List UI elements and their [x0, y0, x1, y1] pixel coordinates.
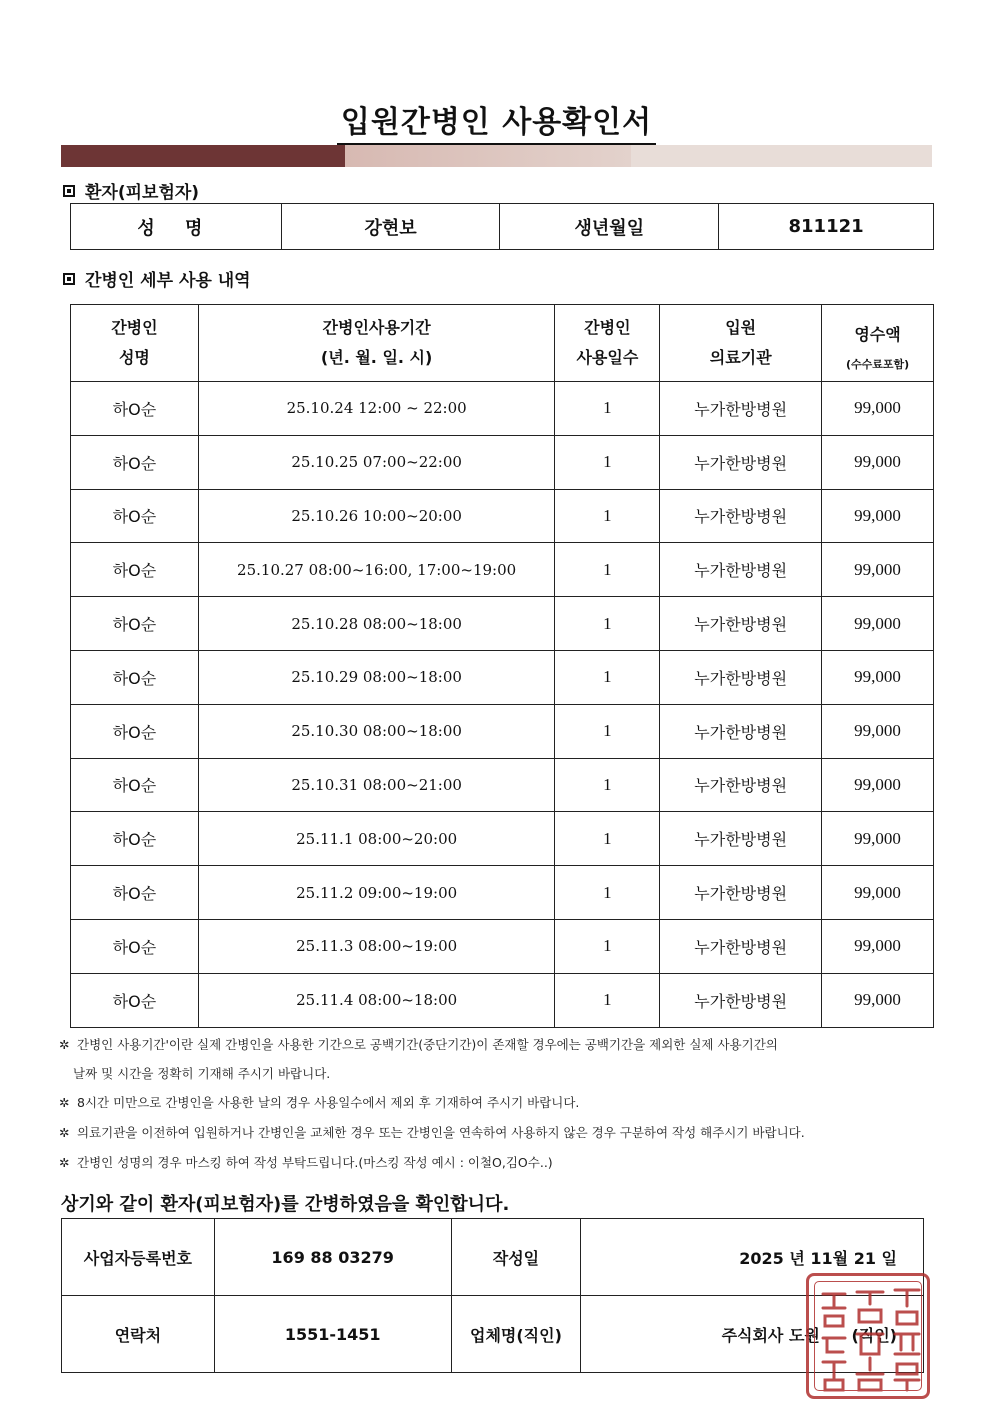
asterisk-icon: ✲	[59, 1155, 70, 1170]
row-caregiver-name: 하O순	[71, 866, 199, 920]
row-days: 1	[555, 489, 660, 543]
usage-table-row	[71, 812, 934, 866]
row-caregiver-name: 하O순	[71, 973, 199, 1027]
usage-table-row	[71, 758, 934, 812]
document-title-wrap	[0, 97, 993, 146]
header-days-line1: 간병인	[584, 318, 631, 337]
row-period: 25.10.30 08:00~18:00	[198, 704, 555, 758]
patient-birth-label: 생년월일	[500, 204, 719, 250]
header-caregiver-name	[71, 305, 199, 382]
usage-table-row	[71, 489, 934, 543]
row-days: 1	[555, 543, 660, 597]
note-item	[59, 1118, 939, 1148]
patient-section-title: 환자(피보험자)	[85, 183, 200, 203]
row-amount: 99,000	[822, 758, 934, 812]
row-days: 1	[555, 650, 660, 704]
row-caregiver-name: 하O순	[71, 435, 199, 489]
usage-table-row	[71, 597, 934, 651]
usage-table-row	[71, 382, 934, 436]
row-amount: 99,000	[822, 650, 934, 704]
row-amount: 99,000	[822, 812, 934, 866]
header-caregiver-line2: 성명	[118, 348, 150, 367]
usage-table-row	[71, 704, 934, 758]
square-bullet-icon	[63, 273, 75, 285]
signature-table	[61, 1218, 924, 1373]
row-period: 25.10.28 08:00~18:00	[198, 597, 555, 651]
header-amount	[822, 305, 934, 382]
usage-table-row	[71, 973, 934, 1027]
seal-mark-text: (직인)	[851, 1325, 897, 1345]
seal-glyphs-image	[809, 1276, 933, 1402]
note-item	[59, 1030, 939, 1088]
row-hospital: 누가한방병원	[660, 650, 822, 704]
asterisk-icon: ✲	[59, 1037, 70, 1052]
caregiver-usage-table	[70, 304, 934, 1028]
note-3-text: 의료기관을 이전하여 입원하거나 간병인을 교체한 경우 또는 간병인을 연속하여 사용하지 않은 경우 구분하여 작성 해주시기 바랍니다.	[77, 1125, 805, 1140]
notes-block	[59, 1030, 939, 1178]
header-bar-light-segment	[631, 145, 932, 167]
row-caregiver-name: 하O순	[71, 812, 199, 866]
row-days: 1	[555, 866, 660, 920]
bizno-label: 사업자등록번호	[62, 1219, 215, 1296]
note-4-text: 간병인 성명의 경우 마스킹 하여 작성 부탁드립니다.(마스킹 작성 예시 : 이철O,김O수..)	[77, 1155, 553, 1170]
header-hospital	[660, 305, 822, 382]
asterisk-icon: ✲	[59, 1125, 70, 1140]
row-amount: 99,000	[822, 489, 934, 543]
row-hospital: 누가한방병원	[660, 382, 822, 436]
row-days: 1	[555, 973, 660, 1027]
note-item	[59, 1088, 939, 1118]
row-amount: 99,000	[822, 597, 934, 651]
row-amount: 99,000	[822, 543, 934, 597]
row-period: 25.10.25 07:00~22:00	[198, 435, 555, 489]
row-period: 25.11.1 08:00~20:00	[198, 812, 555, 866]
header-bar-dark-segment	[61, 145, 345, 167]
row-days: 1	[555, 919, 660, 973]
header-caregiver-line1: 간병인	[111, 318, 158, 337]
row-hospital: 누가한방병원	[660, 543, 822, 597]
row-hospital: 누가한방병원	[660, 597, 822, 651]
company-value: 주식회사 도원	[721, 1325, 820, 1345]
patient-section-heading	[63, 178, 199, 203]
row-amount: 99,000	[822, 704, 934, 758]
date-label: 작성일	[451, 1219, 581, 1296]
note-1-text: 간병인 사용기간'이란 실제 간병인을 사용한 기간으로 공백기간(중단기간)이 존재할 경우에는 공백기간을 제외한 실제 사용기간의	[77, 1037, 778, 1052]
company-seal-stamp	[806, 1273, 930, 1399]
row-hospital: 누가한방병원	[660, 866, 822, 920]
row-amount: 99,000	[822, 435, 934, 489]
company-label: 업체명(직인)	[451, 1296, 581, 1373]
row-hospital: 누가한방병원	[660, 812, 822, 866]
row-period: 25.10.27 08:00~16:00, 17:00~19:00	[198, 543, 555, 597]
header-period-line2: (년. 월. 일. 시)	[320, 348, 433, 367]
row-amount: 99,000	[822, 919, 934, 973]
row-period: 25.10.29 08:00~18:00	[198, 650, 555, 704]
header-hospital-line2: 의료기관	[709, 348, 772, 367]
header-days-line2: 사용일수	[576, 348, 639, 367]
header-amount-line1: 영수액	[854, 325, 901, 344]
header-amount-line2: (수수료포함)	[845, 358, 910, 371]
row-hospital: 누가한방병원	[660, 973, 822, 1027]
row-period: 25.11.4 08:00~18:00	[198, 973, 555, 1027]
row-days: 1	[555, 704, 660, 758]
row-caregiver-name: 하O순	[71, 597, 199, 651]
row-period: 25.10.26 10:00~20:00	[198, 489, 555, 543]
note-1-continuation: 날짜 및 시간을 정확히 기재해 주시기 바랍니다.	[73, 1066, 331, 1081]
row-caregiver-name: 하O순	[71, 543, 199, 597]
row-hospital: 누가한방병원	[660, 489, 822, 543]
row-hospital: 누가한방병원	[660, 758, 822, 812]
row-days: 1	[555, 812, 660, 866]
row-hospital: 누가한방병원	[660, 704, 822, 758]
patient-info-table	[70, 203, 934, 250]
row-amount: 99,000	[822, 973, 934, 1027]
patient-birth-value: 811121	[719, 204, 934, 250]
row-hospital: 누가한방병원	[660, 919, 822, 973]
header-bar-mid-segment	[345, 145, 631, 167]
row-days: 1	[555, 382, 660, 436]
row-days: 1	[555, 758, 660, 812]
row-amount: 99,000	[822, 866, 934, 920]
patient-name-label: 성 명	[71, 204, 282, 250]
row-caregiver-name: 하O순	[71, 919, 199, 973]
row-hospital: 누가한방병원	[660, 435, 822, 489]
usage-table-header-row	[71, 305, 934, 382]
usage-section-heading	[63, 266, 251, 291]
contact-label: 연락처	[62, 1296, 215, 1373]
bizno-value: 169 88 03279	[214, 1219, 451, 1296]
contact-value: 1551-1451	[214, 1296, 451, 1373]
row-caregiver-name: 하O순	[71, 650, 199, 704]
header-period-line1: 간병인사용기간	[322, 318, 431, 337]
row-caregiver-name: 하O순	[71, 758, 199, 812]
header-period	[198, 305, 555, 382]
header-days	[555, 305, 660, 382]
usage-table-row	[71, 435, 934, 489]
confirmation-statement: 상기와 같이 환자(피보험자)를 간병하였음을 확인합니다.	[61, 1194, 510, 1215]
decorative-header-bar	[61, 145, 932, 167]
usage-table-row	[71, 866, 934, 920]
usage-section-title: 간병인 세부 사용 내역	[85, 271, 251, 291]
row-caregiver-name: 하O순	[71, 382, 199, 436]
row-caregiver-name: 하O순	[71, 489, 199, 543]
asterisk-icon: ✲	[59, 1095, 70, 1110]
row-amount: 99,000	[822, 382, 934, 436]
row-days: 1	[555, 435, 660, 489]
row-caregiver-name: 하O순	[71, 704, 199, 758]
usage-table-row	[71, 650, 934, 704]
square-bullet-icon	[63, 185, 75, 197]
row-period: 25.11.2 09:00~19:00	[198, 866, 555, 920]
usage-table-row	[71, 543, 934, 597]
note-item	[59, 1148, 939, 1178]
date-value: 2025 년 11월 21 일	[581, 1219, 924, 1296]
row-period: 25.11.3 08:00~19:00	[198, 919, 555, 973]
document-title: 입원간병인 사용확인서	[337, 97, 656, 146]
usage-table-row	[71, 919, 934, 973]
header-hospital-line1: 입원	[725, 318, 757, 337]
note-2-text: 8시간 미만으로 간병인을 사용한 날의 경우 사용일수에서 제외 후 기재하여 주시기 바랍니다.	[77, 1095, 580, 1110]
patient-name-value: 강현보	[281, 204, 500, 250]
row-days: 1	[555, 597, 660, 651]
row-period: 25.10.24 12:00 ~ 22:00	[198, 382, 555, 436]
row-period: 25.10.31 08:00~21:00	[198, 758, 555, 812]
